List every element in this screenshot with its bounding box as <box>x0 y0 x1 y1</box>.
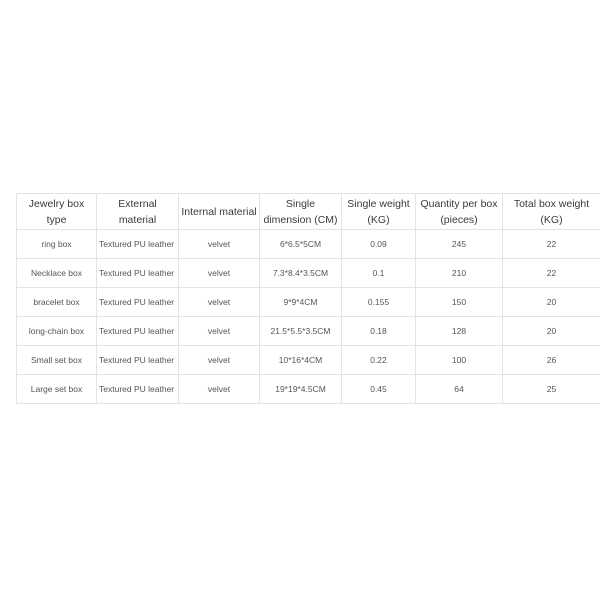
table-row <box>17 375 600 404</box>
cell-quantity-per-box: 64 <box>416 375 503 404</box>
cell-single-dimension: 6*6.5*5CM <box>260 230 342 259</box>
cell-single-weight: 0.155 <box>342 288 416 317</box>
jewelry-box-spec-table <box>16 193 600 404</box>
header-total-box-weight: Total box weight (KG) <box>503 194 600 230</box>
cell-internal-material: velvet <box>179 259 260 288</box>
cell-single-weight: 0.09 <box>342 230 416 259</box>
cell-single-dimension: 21.5*5.5*3.5CM <box>260 317 342 346</box>
table-row <box>17 288 600 317</box>
cell-internal-material: velvet <box>179 288 260 317</box>
table-row <box>17 317 600 346</box>
cell-internal-material: velvet <box>179 346 260 375</box>
cell-total-box-weight: 22 <box>503 230 600 259</box>
cell-single-dimension: 19*19*4.5CM <box>260 375 342 404</box>
cell-box-type: long-chain box <box>17 317 97 346</box>
cell-box-type: Necklace box <box>17 259 97 288</box>
cell-single-dimension: 9*9*4CM <box>260 288 342 317</box>
cell-total-box-weight: 22 <box>503 259 600 288</box>
cell-box-type: Small set box <box>17 346 97 375</box>
header-single-weight: Single weight (KG) <box>342 194 416 230</box>
cell-quantity-per-box: 150 <box>416 288 503 317</box>
table-row <box>17 230 600 259</box>
cell-quantity-per-box: 210 <box>416 259 503 288</box>
cell-internal-material: velvet <box>179 375 260 404</box>
header-single-dimension: Single dimension (CM) <box>260 194 342 230</box>
cell-quantity-per-box: 245 <box>416 230 503 259</box>
table-row <box>17 346 600 375</box>
cell-total-box-weight: 20 <box>503 288 600 317</box>
cell-external-material: Textured PU leather <box>97 346 179 375</box>
cell-single-weight: 0.45 <box>342 375 416 404</box>
cell-external-material: Textured PU leather <box>97 259 179 288</box>
cell-external-material: Textured PU leather <box>97 317 179 346</box>
cell-single-weight: 0.1 <box>342 259 416 288</box>
header-quantity-per-box: Quantity per box (pieces) <box>416 194 503 230</box>
cell-total-box-weight: 20 <box>503 317 600 346</box>
cell-box-type: ring box <box>17 230 97 259</box>
header-external-material: External material <box>97 194 179 230</box>
cell-external-material: Textured PU leather <box>97 288 179 317</box>
cell-external-material: Textured PU leather <box>97 230 179 259</box>
cell-total-box-weight: 26 <box>503 346 600 375</box>
cell-internal-material: velvet <box>179 317 260 346</box>
cell-single-weight: 0.22 <box>342 346 416 375</box>
cell-single-dimension: 10*16*4CM <box>260 346 342 375</box>
header-internal-material: Internal material <box>179 194 260 230</box>
cell-total-box-weight: 25 <box>503 375 600 404</box>
cell-single-dimension: 7.3*8.4*3.5CM <box>260 259 342 288</box>
header-jewelry-box-type: Jewelry box type <box>17 194 97 230</box>
cell-box-type: bracelet box <box>17 288 97 317</box>
cell-quantity-per-box: 100 <box>416 346 503 375</box>
table-row <box>17 259 600 288</box>
cell-quantity-per-box: 128 <box>416 317 503 346</box>
cell-internal-material: velvet <box>179 230 260 259</box>
table-header-row <box>17 194 600 230</box>
cell-box-type: Large set box <box>17 375 97 404</box>
cell-single-weight: 0.18 <box>342 317 416 346</box>
cell-external-material: Textured PU leather <box>97 375 179 404</box>
